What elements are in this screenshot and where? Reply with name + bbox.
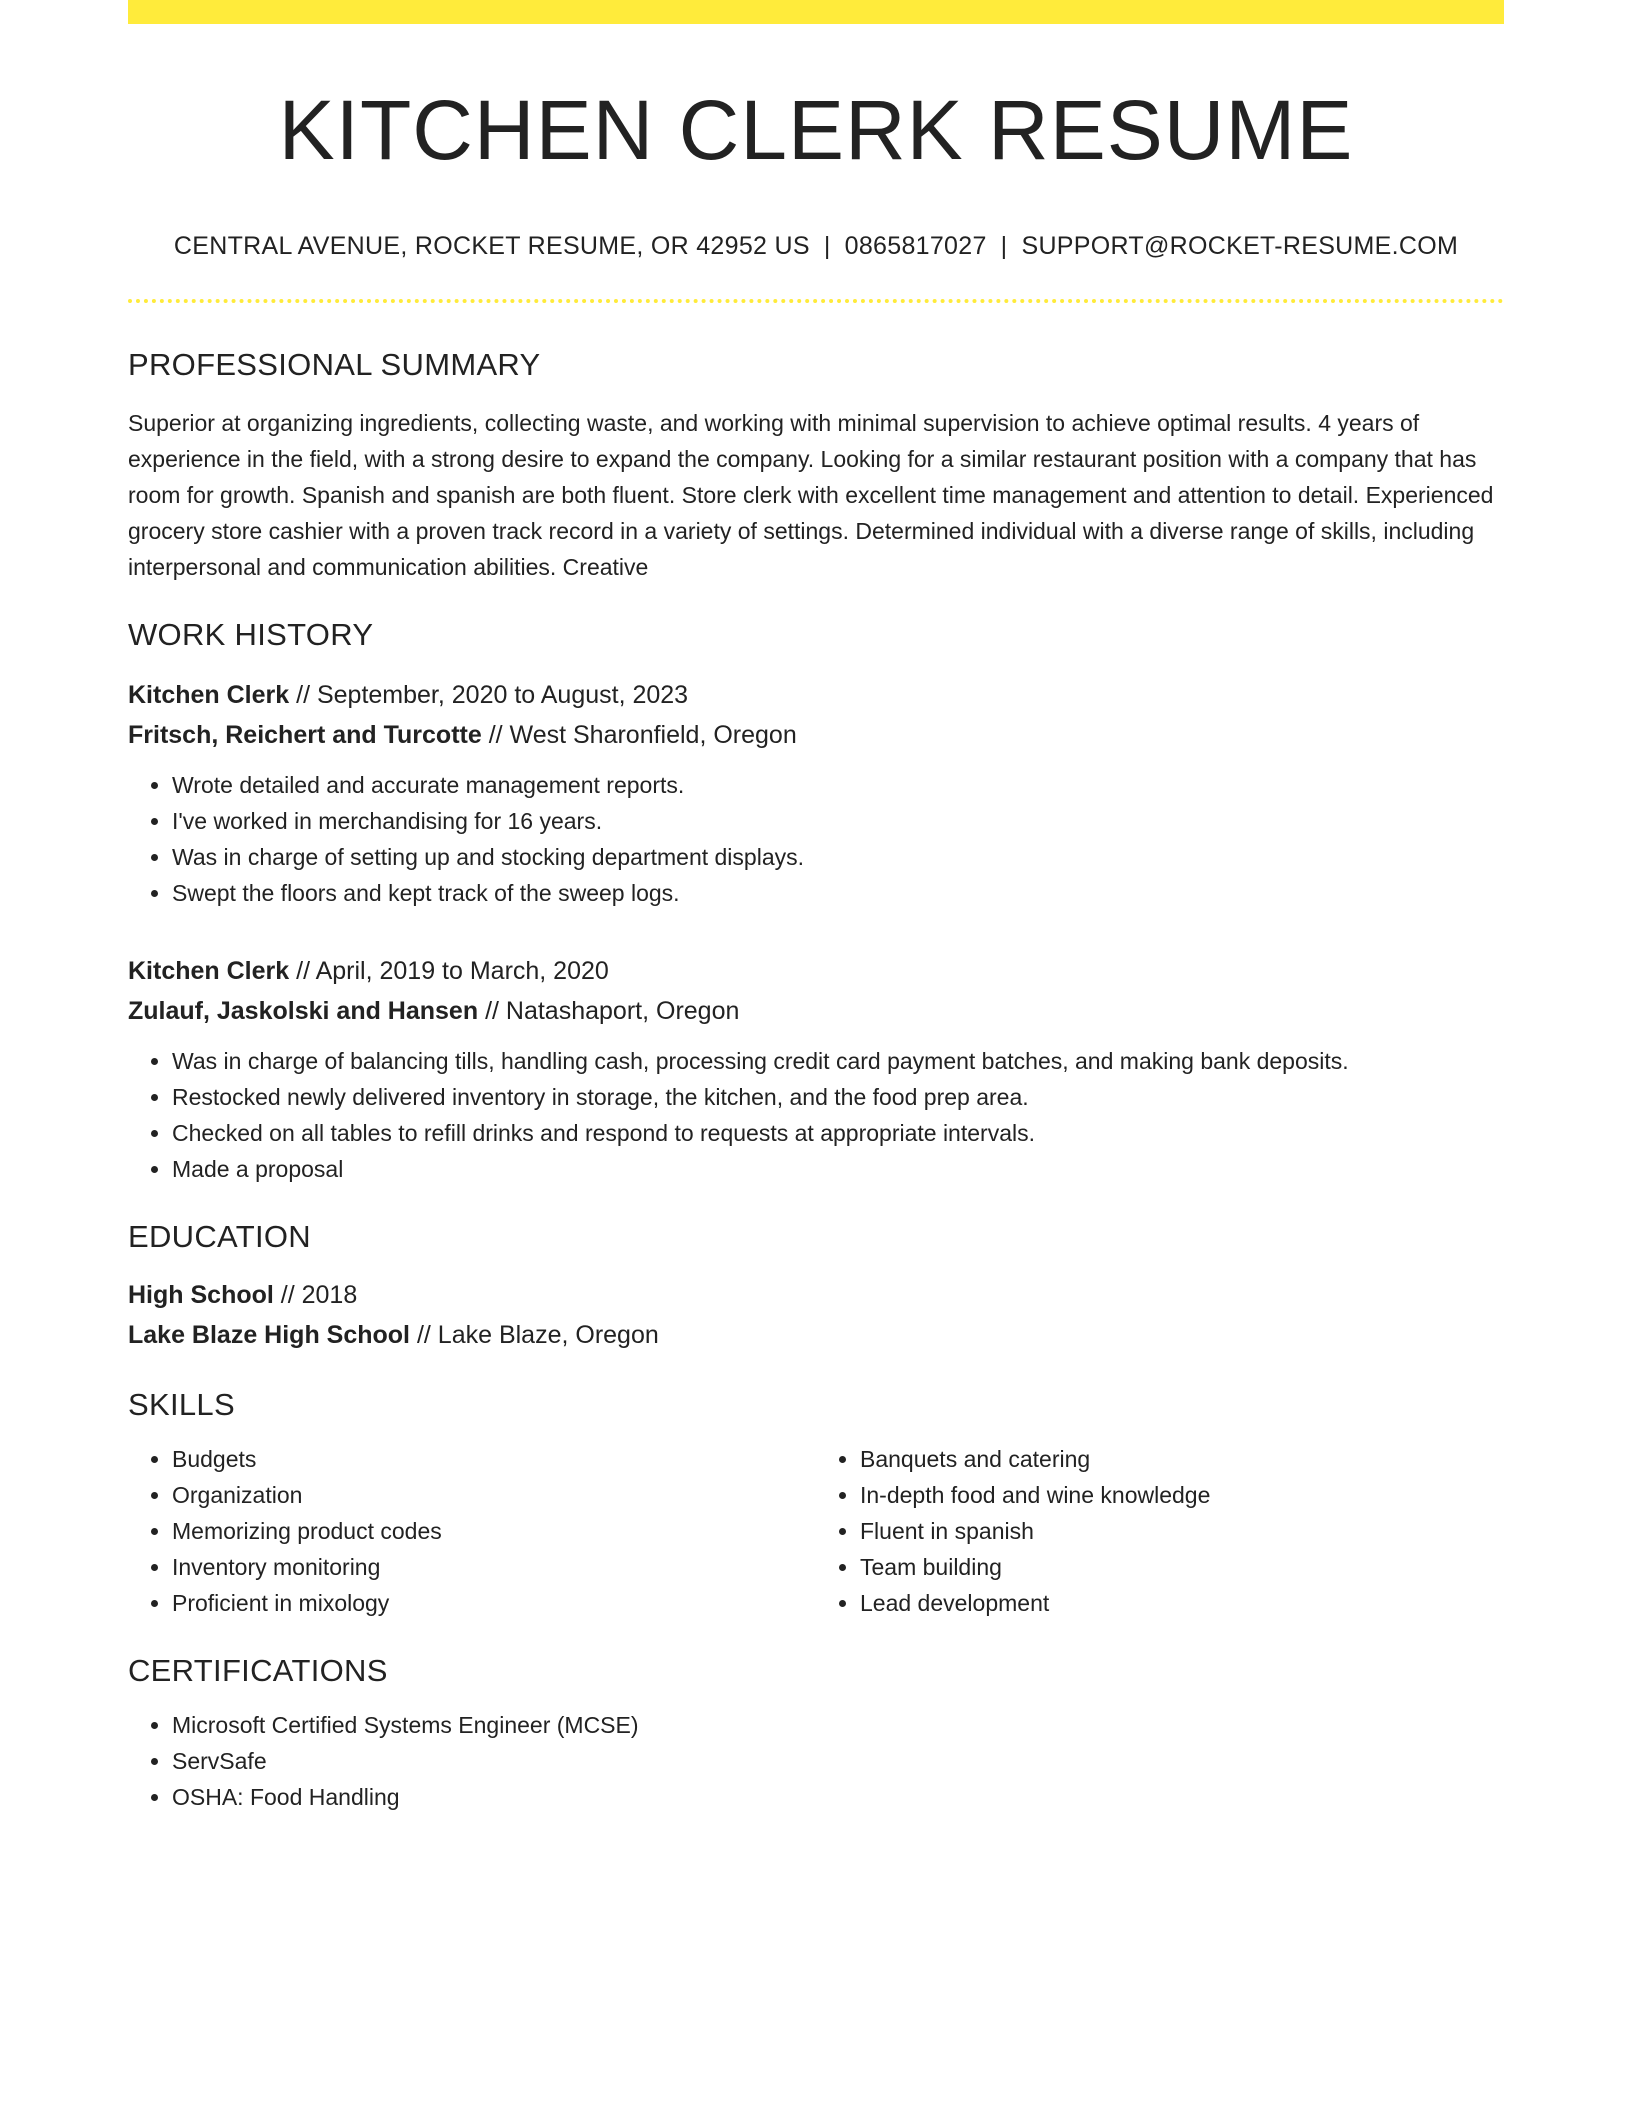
- work-history-heading: WORK HISTORY: [128, 617, 374, 653]
- skills-section: [128, 1387, 1504, 1621]
- job-company-line: [128, 991, 1504, 1031]
- resume-page: [128, 0, 1504, 1815]
- skills-grid: [128, 1441, 1504, 1621]
- job-location: // Natashaport, Oregon: [478, 997, 740, 1026]
- job-role: Kitchen Clerk: [128, 681, 290, 710]
- education-degree: High School: [128, 1281, 274, 1310]
- job-bullets: [128, 767, 1504, 911]
- list-item: • Team building: [860, 1549, 1504, 1585]
- list-item: • Lead development: [860, 1585, 1504, 1621]
- list-item: • In-depth food and wine knowledge: [860, 1477, 1504, 1513]
- job-company: Fritsch, Reichert and Turcotte: [128, 721, 482, 750]
- top-accent-bar: [128, 0, 1504, 24]
- job-dates: // September, 2020 to August, 2023: [289, 681, 689, 710]
- skills-right-column: [816, 1441, 1504, 1621]
- job-company-line: [128, 715, 1504, 755]
- list-item: • Was in charge of balancing tills, handling cash, processing credit card payment batches, and making bank deposits.: [172, 1043, 1504, 1079]
- job-entry: [128, 951, 1504, 1187]
- list-item: • Proficient in mixology: [172, 1585, 816, 1621]
- certifications-heading: CERTIFICATIONS: [128, 1653, 388, 1689]
- list-item: • Organization: [172, 1477, 816, 1513]
- job-role: Kitchen Clerk: [128, 957, 290, 986]
- list-item: • Checked on all tables to refill drinks and respond to requests at appropriate intervals.: [172, 1115, 1504, 1151]
- contact-address: CENTRAL AVENUE, ROCKET RESUME, OR 42952 US: [173, 232, 810, 261]
- list-item: • OSHA: Food Handling: [172, 1779, 1504, 1815]
- resume-title: KITCHEN CLERK RESUME: [278, 83, 1354, 177]
- list-item: • Microsoft Certified Systems Engineer (MCSE): [172, 1707, 1504, 1743]
- education-heading: EDUCATION: [128, 1219, 311, 1255]
- list-item: • Wrote detailed and accurate management reports.: [172, 767, 1504, 803]
- list-item: • Made a proposal: [172, 1151, 1504, 1187]
- job-title-line: [128, 951, 1504, 991]
- list-item: • ServSafe: [172, 1743, 1504, 1779]
- education-location: // Lake Blaze, Oregon: [410, 1321, 659, 1350]
- list-item: • Inventory monitoring: [172, 1549, 816, 1585]
- list-item: • Memorizing product codes: [172, 1513, 816, 1549]
- summary-text: Superior at organizing ingredients, collecting waste, and working with minimal supervision to achieve optimal results. 4 years of experience in the field, with a strong desire to expand the company. Looking for a similar restaurant position with a company that has room for growth. Spanish and spanish are both fluent. Store clerk with excellent time management and attention to detail. Experienced grocery store cashier with a proven track record in a variety of settings. Determined individual with a diverse range of skills, including interpersonal and communication abilities. Creative: [128, 410, 1494, 581]
- education-section: [128, 1219, 1504, 1355]
- list-item: • Budgets: [172, 1441, 816, 1477]
- list-item: • Swept the floors and kept track of the sweep logs.: [172, 875, 1504, 911]
- skills-left-column: [128, 1441, 816, 1621]
- list-item: • Banquets and catering: [860, 1441, 1504, 1477]
- list-item: • Fluent in spanish: [860, 1513, 1504, 1549]
- contact-separator: |: [823, 232, 831, 261]
- certifications-list: [128, 1707, 1504, 1815]
- education-school: Lake Blaze High School: [128, 1321, 411, 1350]
- list-item: • Was in charge of setting up and stocking department displays.: [172, 839, 1504, 875]
- job-bullets: [128, 1043, 1504, 1187]
- list-item: • Restocked newly delivered inventory in storage, the kitchen, and the food prep area.: [172, 1079, 1504, 1115]
- education-year: // 2018: [273, 1281, 358, 1310]
- education-school-line: [128, 1315, 1504, 1355]
- job-title-line: [128, 675, 1504, 715]
- contact-separator: |: [1000, 232, 1008, 261]
- job-dates: // April, 2019 to March, 2020: [289, 957, 609, 986]
- job-location: // West Sharonfield, Oregon: [481, 721, 797, 750]
- certifications-section: [128, 1653, 1504, 1815]
- dotted-divider: [128, 299, 1504, 303]
- education-degree-line: [128, 1275, 1504, 1315]
- contact-phone: 0865817027: [844, 232, 987, 261]
- contact-line: [128, 232, 1504, 261]
- skills-heading: SKILLS: [128, 1387, 235, 1423]
- summary-heading: PROFESSIONAL SUMMARY: [128, 347, 541, 383]
- contact-email: SUPPORT@ROCKET-RESUME.COM: [1021, 232, 1459, 261]
- work-history-section: [128, 617, 1504, 1187]
- job-company: Zulauf, Jaskolski and Hansen: [128, 997, 479, 1026]
- list-item: • I've worked in merchandising for 16 years.: [172, 803, 1504, 839]
- education-entry: [128, 1275, 1504, 1355]
- job-entry: [128, 675, 1504, 911]
